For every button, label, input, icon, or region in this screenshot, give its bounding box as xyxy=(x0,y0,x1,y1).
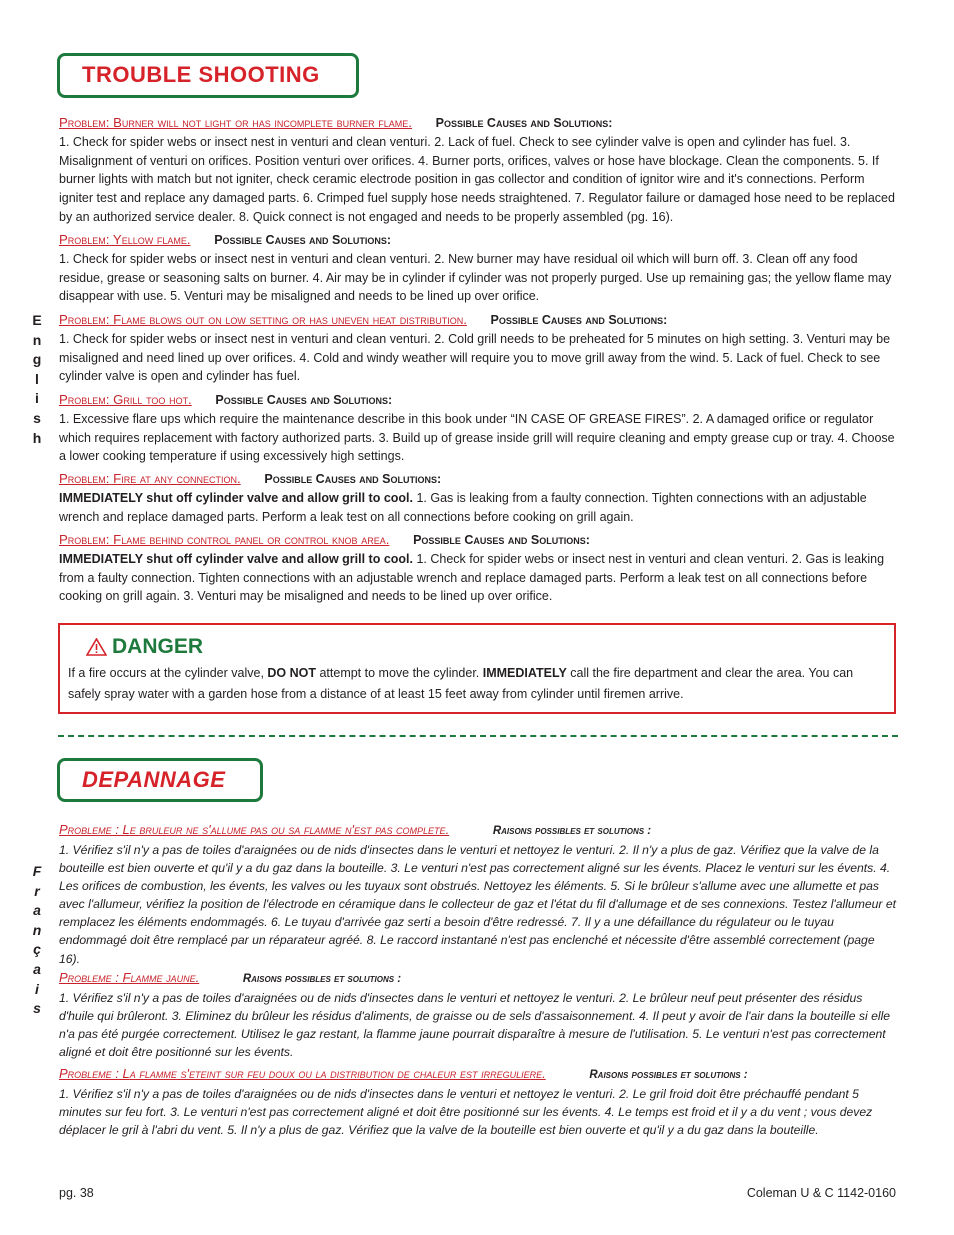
side-letter: s xyxy=(33,1000,41,1017)
model-number: Coleman U & C 1142-0160 xyxy=(746,1186,896,1200)
depannage-heading: DEPANNAGE xyxy=(82,767,226,792)
danger-emphasis: DO NOT xyxy=(267,666,316,680)
problem-solutions: 1. Excessive flare ups which require the maintenance describe in this book under “IN CASE OF GREASE FIRES”. 2. A damaged orifice or regulator which requires replacement with factory authorized parts. 3. Build up of grease inside grill will require cleaning and empty grease cup or tray. 4. Choose a lower cooking temperature if using excessively high settings. xyxy=(59,412,895,464)
danger-text-part: attempt to move the cylinder. xyxy=(316,666,483,680)
problem-header xyxy=(59,390,897,410)
problem-solutions xyxy=(59,550,897,606)
problem-title: Problem: Flame blows out on low setting or has uneven heat distribution. xyxy=(59,312,467,327)
problem-header xyxy=(59,469,897,489)
side-letter: ç xyxy=(33,941,41,958)
problem-header xyxy=(59,113,897,133)
solution-text: 1. Gas is leaking from a faulty connection. Tighten connections with an adjustable wrench and replace damaged parts. Perform a leak test on all connections before cooking on grill again. xyxy=(59,491,867,524)
problem-solutions: 1. Check for spider webs or insect nest in venturi and clean venturi. 2. Lack of fuel. Check to see cylinder valve is open and cylinder has fuel. 3. Misalignment of venturi on orifices. Position venturi over orifices. 4. Burner ports, orifices, valves or hose have blockage. Clean the components. 5. If burner lights with match but not igniter, check ceramic electrode position in gas collector and condition of ignitor wire and it's connections. Perform igniter test and replace any damaged parts. 6. Crimped fuel supply hose needs straightened. 7. Regulator failure or damaged hose need to be replaced by an authorized service dealer. 8. Quick connect is not engaged and needs to be properly assembled (pg. 16). xyxy=(59,135,895,224)
danger-title xyxy=(86,635,203,659)
warning-lead: IMMEDIATELY shut off cylinder valve and allow grill to cool. xyxy=(59,491,413,505)
problem-title: Probleme : La flamme s'eteint sur feu doux ou la distribution de chaleur est irreguliere. xyxy=(59,1066,546,1081)
side-letter: i xyxy=(35,980,39,997)
problem-header xyxy=(59,820,897,841)
problem-title: Problem: Grill too hot. xyxy=(59,392,192,407)
problem-header xyxy=(59,1064,897,1085)
problem-header xyxy=(59,530,897,550)
problem-title: Problem: Fire at any connection. xyxy=(59,471,241,486)
warning-lead: IMMEDIATELY shut off cylinder valve and allow grill to cool. xyxy=(59,552,413,566)
side-letter: n xyxy=(32,331,42,348)
danger-emphasis: IMMEDIATELY xyxy=(482,666,567,680)
causes-label: Possible Causes and Solutions: xyxy=(435,116,613,130)
danger-text xyxy=(68,663,888,705)
english-side-label xyxy=(29,311,45,448)
side-letter: n xyxy=(32,921,42,938)
causes-label: Possible Causes and Solutions: xyxy=(215,393,393,407)
problem-block xyxy=(59,469,897,526)
page-number: pg. 38 xyxy=(59,1186,94,1200)
trouble-shooting-heading: TROUBLE SHOOTING xyxy=(82,62,320,87)
solution-text: 1. Check for spider webs or insect nest in venturi and clean venturi. 2. Gas is leaking from a faulty connection. Tighten connections with an adjustable wrench and replace damaged parts. Perform a leak test on all connections before cooking on grill again. 3. Venturi may be misaligned and needs to be lined up over orifice. xyxy=(59,552,885,604)
side-letter: a xyxy=(33,960,41,977)
depannage-heading-box xyxy=(57,758,263,802)
problem-header xyxy=(59,310,897,330)
causes-label: Possible Causes and Solutions: xyxy=(490,313,668,327)
side-letter: r xyxy=(34,882,40,899)
problem-block xyxy=(59,820,897,968)
section-divider xyxy=(58,735,898,737)
problem-block xyxy=(59,230,897,306)
problem-solutions: 1. Check for spider webs or insect nest in venturi and clean venturi. 2. Cold grill needs to be preheated for 5 minutes on high setting. 3. Venturi may be misaligned and need lined up over orifices. 4. Cold and windy weather will require you to move grill away from the wind. 5. Lack of fuel. Check to see cylinder valve is open and cylinder has fuel. xyxy=(59,332,891,384)
problem-block xyxy=(59,1064,897,1139)
problem-block xyxy=(59,530,897,606)
side-letter: h xyxy=(32,429,42,446)
side-letter: E xyxy=(32,312,42,328)
problem-solutions: 1. Check for spider webs or insect nest in venturi and clean venturi. 2. New burner may have residual oil which will burn off. 3. Clean off any food residue, grease or seasoning salts on burner. 4. Air may be in cylinder if cylinder was not properly purged. Use up remaining gas; the yellow flame may disappear with use. 5. Venturi may be misaligned and needs to be lined up over orifice. xyxy=(59,252,892,304)
danger-text-part: If a fire occurs at the cylinder valve, xyxy=(68,666,268,680)
danger-text-part: call the fire department and clear the area. You can safely spray water with a garden hose from a distance of at least 15 feet away from cylinder until firemen arrive. xyxy=(68,666,854,701)
side-letter: g xyxy=(32,351,42,368)
problem-title: Problem: Flame behind control panel or control knob area. xyxy=(59,532,390,547)
causes-label: Raisons possibles et solutions : xyxy=(589,1069,748,1081)
problem-solutions: 1. Vérifiez s'il n'y a pas de toiles d'araignées ou de nids d'insectes dans le venturi et nettoyez le venturi. 2. Il n'y a plus de gaz. Vérifiez que la valve de la bouteille est bien ouverte et qu'il y a du gaz dans la bouteille. 3. Le venturi n'est pas correctement aligné sur les évents. Placez le venturi sur les évents. 4. Les orifices de combustion, les évents, les valves ou les tuyaux sont obstrués. Nettoyez les éléments. 5. Si le brûleur s'allume avec une allumette et pas avec l'allumeur, vérifiez la position de l'électrode en céramique dans le collecteur de gaz et l'état du fil d'allumage et de ses connexions. Testez l'allumeur et remplacez les éléments endommagés. 6. Le tuyau d'arrivée gaz serti a besoin d'être redressé. 7. Il y a une défaillance du régulateur ou le tuyau endommagé doit être remplacé par un réparateur agréé. 8. Le raccord instantané n'est pas enclenché et nécessite d'être assemblé correctement (page 16). xyxy=(59,843,897,966)
warning-triangle-icon xyxy=(86,638,107,656)
causes-label: Possible Causes and Solutions: xyxy=(413,533,590,547)
side-letter: i xyxy=(35,390,39,407)
french-side-label xyxy=(29,862,45,1019)
problem-block xyxy=(59,968,897,1061)
side-letter: s xyxy=(33,409,41,426)
danger-title-text: DANGER xyxy=(112,635,204,658)
causes-label: Raisons possibles et solutions : xyxy=(242,973,402,985)
problem-header xyxy=(59,230,897,250)
causes-label: Raisons possibles et solutions : xyxy=(492,825,652,837)
problem-title: Problem: Burner will not light or has incomplete burner flame. xyxy=(59,115,412,130)
problem-solutions: 1. Vérifiez s'il n'y a pas de toiles d'araignées ou de nids d'insectes dans le venturi et nettoyez le venturi. 2. Le brûleur neuf peut présenter des résidus d'huile qui brûleront. 3. Eliminez du brûleur les résidus d'aliments, de graisse ou de sels d'assaisonnement. 4. Il peut y avoir de l'air dans la bouteille si elle n'a pas été purgée correctement. Utilisez le gaz restant, la flamme jaune pourrait disparaître à mesure de l'utilisation. 5. Le venturi n'est pas correctement aligné et doit être positionné sur les évents. xyxy=(59,991,891,1060)
side-letter: a xyxy=(33,902,41,919)
danger-box xyxy=(58,623,896,714)
problem-title: Probleme : Flamme jaune. xyxy=(59,970,200,985)
problem-block xyxy=(59,310,897,386)
problem-block xyxy=(59,390,897,466)
problem-title: Probleme : Le bruleur ne s'allume pas ou sa flamme n'est pas complete. xyxy=(59,822,450,837)
problem-solutions xyxy=(59,489,897,526)
problem-title: Problem: Yellow flame. xyxy=(59,232,191,247)
causes-label: Possible Causes and Solutions: xyxy=(264,472,442,486)
problem-header xyxy=(59,968,897,989)
side-letter: l xyxy=(35,370,39,387)
side-letter: F xyxy=(32,863,42,879)
causes-label: Possible Causes and Solutions: xyxy=(214,233,392,247)
trouble-shooting-heading-box xyxy=(57,53,359,98)
problem-solutions: 1. Vérifiez s'il n'y a pas de toiles d'araignées ou de nids d'insectes dans le venturi et nettoyez le venturi. 2. Le gril froid doit être préchauffé pendant 5 minutes sur feu fort. 3. Le venturi n'est pas correctement aligné et doit être positionné sur les évents. 4. Le temps est froid et il y a du vent ; vous devez déplacer le gril à l'abri du vent. 5. Il n'y a plus de gaz. Vérifiez que la valve de la bouteille est bien ouverte et qu'il y a du gaz dans la bouteille. xyxy=(59,1087,873,1138)
problem-block xyxy=(59,113,897,227)
